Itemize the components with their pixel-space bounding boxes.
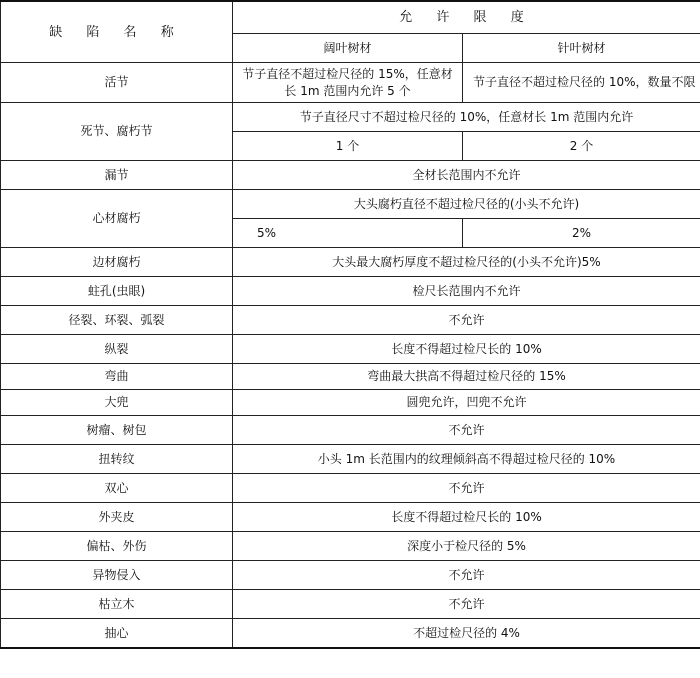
limit-description: 长度不得超过检尺长的 10% — [233, 335, 700, 364]
table-row — [1, 416, 700, 445]
table-row — [1, 445, 700, 474]
limit-description: 不允许 — [233, 416, 700, 445]
defect-name: 径裂、环裂、弧裂 — [1, 306, 233, 335]
broadleaf-limit: 5% — [233, 219, 463, 248]
table-row — [1, 364, 700, 390]
limit-description: 检尺长范围内不允许 — [233, 277, 700, 306]
defect-name: 纵裂 — [1, 335, 233, 364]
table-row — [1, 561, 700, 590]
limit-description: 节子直径尺寸不超过检尺径的 10%，任意材长 1m 范围内允许 — [233, 103, 700, 132]
table-row — [1, 503, 700, 532]
limit-description: 小头 1m 长范围内的纹理倾斜高不得超过检尺径的 10% — [233, 445, 700, 474]
defect-name: 偏枯、外伤 — [1, 532, 233, 561]
limit-description: 长度不得超过检尺长的 10% — [233, 503, 700, 532]
table-row — [1, 619, 700, 649]
defect-name: 蛀孔(虫眼) — [1, 277, 233, 306]
defect-name: 大兜 — [1, 390, 233, 416]
defect-name: 异物侵入 — [1, 561, 233, 590]
table-row — [1, 474, 700, 503]
conifer-header: 针叶树材 — [463, 34, 700, 63]
limit-description: 深度小于检尺径的 5% — [233, 532, 700, 561]
defect-name: 扭转纹 — [1, 445, 233, 474]
broadleaf-limit: 1 个 — [233, 132, 463, 161]
table-row — [1, 306, 700, 335]
limit-description: 弯曲最大拱高不得超过检尺径的 15% — [233, 364, 700, 390]
limit-description: 不允许 — [233, 306, 700, 335]
defect-name: 死节、腐朽节 — [1, 103, 233, 161]
table-row — [1, 277, 700, 306]
limit-description: 不允许 — [233, 561, 700, 590]
table-row — [1, 63, 700, 103]
defect-name: 边材腐朽 — [1, 248, 233, 277]
table-row — [1, 190, 700, 219]
defect-name: 双心 — [1, 474, 233, 503]
defect-name: 漏节 — [1, 161, 233, 190]
limit-description: 大头最大腐朽厚度不超过检尺径的(小头不允许)5% — [233, 248, 700, 277]
limit-description: 不允许 — [233, 474, 700, 503]
table-row — [1, 335, 700, 364]
defect-name: 外夹皮 — [1, 503, 233, 532]
table-row — [1, 390, 700, 416]
conifer-limit: 2 个 — [463, 132, 700, 161]
table-row — [1, 590, 700, 619]
defect-name: 枯立木 — [1, 590, 233, 619]
defect-name: 活节 — [1, 63, 233, 103]
defect-name: 弯曲 — [1, 364, 233, 390]
defect-name-header: 缺 陷 名 称 — [1, 1, 233, 63]
broadleaf-limit: 节子直径不超过检尺径的 15%，任意材长 1m 范围内允许 5 个 — [233, 63, 463, 103]
allowed-limit-header: 允 许 限 度 — [233, 1, 700, 34]
table-row — [1, 248, 700, 277]
defect-name: 树瘤、树包 — [1, 416, 233, 445]
defect-name: 抽心 — [1, 619, 233, 649]
table-row — [1, 161, 700, 190]
limit-description: 大头腐朽直径不超过检尺径的(小头不允许) — [233, 190, 700, 219]
conifer-limit: 2% — [463, 219, 700, 248]
broadleaf-header: 阔叶树材 — [233, 34, 463, 63]
conifer-limit: 节子直径不超过检尺径的 10%，数量不限 — [463, 63, 700, 103]
limit-description: 不允许 — [233, 590, 700, 619]
limit-description: 不超过检尺径的 4% — [233, 619, 700, 649]
table-row — [1, 532, 700, 561]
defect-name: 心材腐朽 — [1, 190, 233, 248]
limit-description: 全材长范围内不允许 — [233, 161, 700, 190]
table-header-row — [1, 1, 700, 34]
limit-description: 圆兜允许，凹兜不允许 — [233, 390, 700, 416]
table-row — [1, 103, 700, 132]
